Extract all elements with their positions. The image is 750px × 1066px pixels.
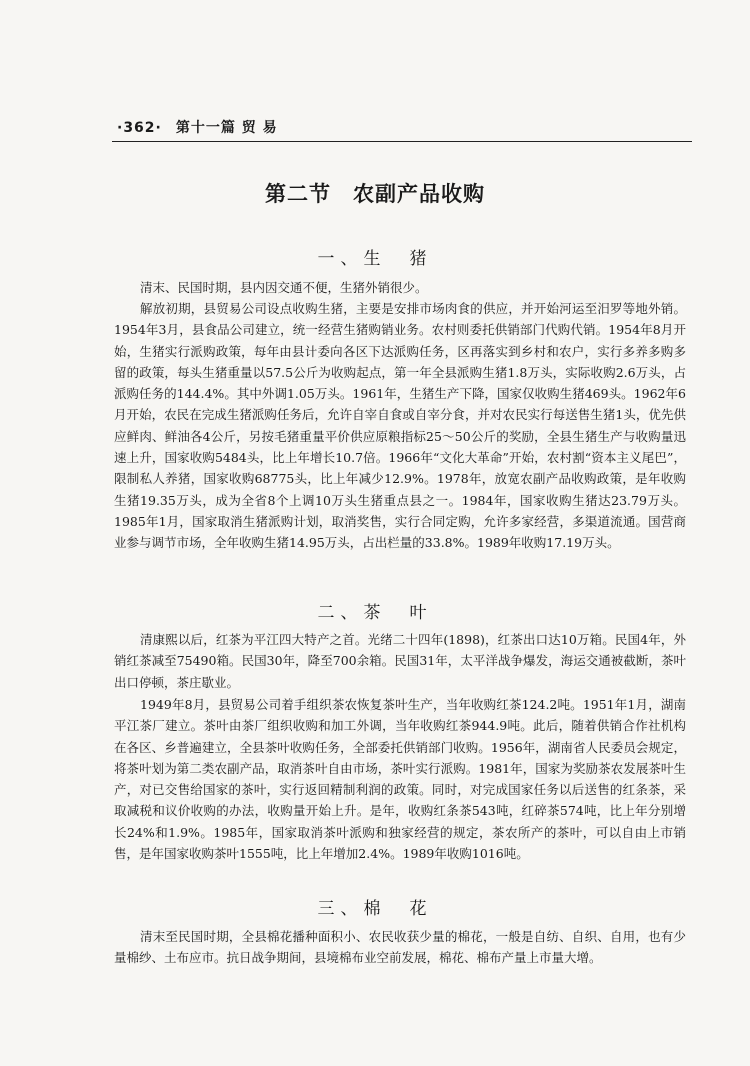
section-name: 农副产品收购: [353, 182, 485, 206]
header-rule: [112, 141, 692, 142]
running-head: [117, 117, 278, 137]
page-number: ·362·: [117, 120, 162, 136]
subsection-heading-pigs: 一、生 猪: [317, 249, 433, 269]
section-number: 第二节: [265, 182, 331, 206]
paragraph-tea-1: 清康熙以后，红茶为平江四大特产之首。光绪二十四年(1898)，红茶出口达10万箱。民国4年，外销红茶减至75490箱。民国30年，降至700余箱。民国31年，太平洋战争爆发，海运交通被截断，茶叶出口停顿，茶庄歇业。: [114, 632, 686, 690]
paragraph-pigs-2: 解放初期，县贸易公司设点收购生猪，主要是安排市场肉食的供应，并开始河运至汨罗等地外销。1954年3月，县食品公司建立，统一经营生猪购销业务。农村则委托供销部门代购代销。1954年8月开始，生猪实行派购政策，每年由县计委向各区下达派购任务，区再落实到乡村和农户，实行多养多购多留的政策，每头生猪重量以57.5公斤为收购起点，第一年全县派购生猪1.8万头，实际收购2.6万头，占派购任务的144.4%。其中外调1.05万头。1961年，生猪生产下降，国家仅收购生猪469头。1962年6月开始，农民在完成生猪派购任务后，允许自宰自食或自宰分食，并对农民实行每送售生猪1头，优先供应鲜肉、鲜油各4公斤，另按毛猪重量平价供应原粮指标25～50公斤的奖励，全县生猪生产与收购量迅速上升，国家收购5484头，比上年增长10.7倍。1966年“文化大革命”开始，农村割“资本主义尾巴”，限制私人养猪，国家收购68775头，比上年减少12.9%。1978年，放宽农副产品收购政策，是年收购生猪19.35万头，成为全省8个上调10万头生猪重点县之一。1984年，国家收购生猪达23.79万头。1985年1月，国家取消生猪派购计划，取消奖售，实行合同定购，允许多家经营，多渠道流通。国营商业参与调节市场，全年收购生猪14.95万头，占出栏量的33.8%。1989年收购17.19万头。: [114, 301, 686, 551]
paragraph-tea-2: 1949年8月，县贸易公司着手组织茶农恢复茶叶生产，当年收购红茶124.2吨。1951年1月，湖南平江茶厂建立。茶叶由茶厂组织收购和加工外调，当年收购红茶944.9吨。此后，随着供销合作社机构在各区、乡普遍建立，全县茶叶收购任务，全部委托供销部门收购。1956年，湖南省人民委员会规定，将茶叶划为第二类农副产品，取消茶叶自由市场，茶叶实行派购。1981年，国家为奖励茶农发展茶叶生产，对已交售给国家的茶叶，实行返回精制利润的政策。同时，对完成国家任务以后送售的红条茶，采取减税和议价收购的办法，收购量开始上升。是年，收购红条茶543吨，红碎茶574吨，比上年分别增长24%和1.9%。1985年，国家取消茶叶派购和独家经营的规定，茶农所产的茶叶，可以自由上市销售，是年国家收购茶叶1555吨，比上年增加2.4%。1989年收购1016吨。: [114, 697, 686, 862]
paragraph-cotton-1: 清末至民国时期，全县棉花播种面积小、农民收获少量的棉花，一般是自纺、自织、自用，也有少量棉纱、土布应市。抗日战争期间，县境棉布业空前发展，棉花、棉布产量上市量大增。: [114, 929, 686, 966]
part-title: 第十一篇 贸 易: [175, 120, 278, 136]
paragraph-pigs-1: 清末、民国时期，县内因交通不便，生猪外销很少。: [140, 280, 428, 295]
section-title: [0, 178, 750, 208]
subsection-heading-cotton: 三、棉 花: [317, 899, 433, 919]
subsection-heading-tea: 二、茶 叶: [317, 603, 433, 623]
